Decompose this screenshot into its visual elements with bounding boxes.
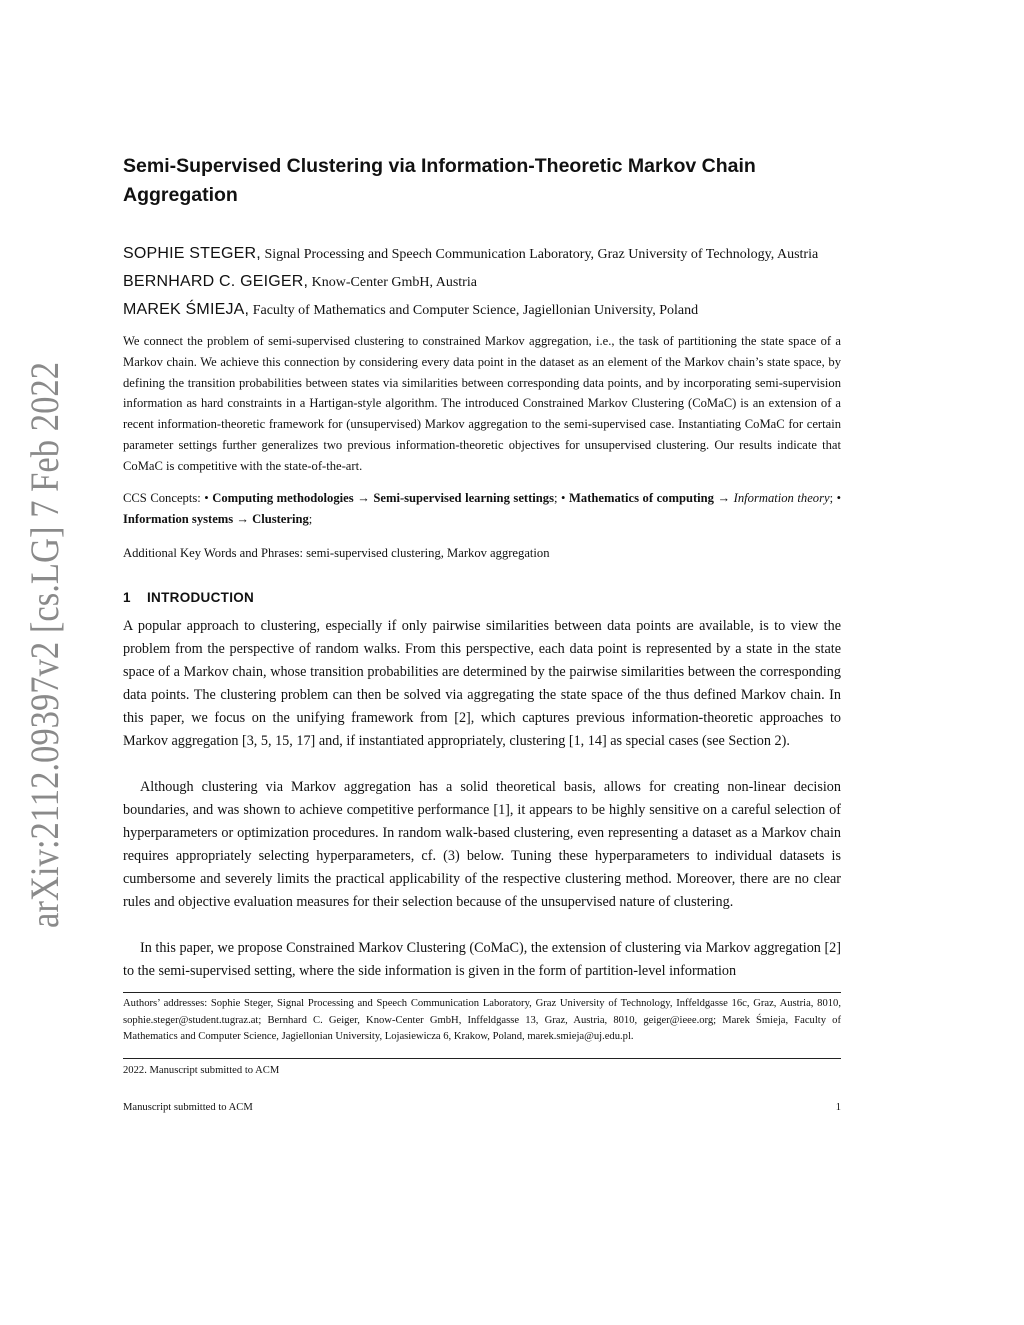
abstract: We connect the problem of semi-supervised clustering to constrained Markov aggregation, i.e., the task of partitioning the state space of a Markov chain. We achieve this connection by considering every data point in the dataset as an element of the Markov chain’s state space, by defining the transition probabilities between states via similarities between corresponding data points, and by incorporating semi-supervision information as hard constraints in a Hartigan-style algorithm. The introduced Constrained Markov Clustering (CoMaC) is an extension of a recent information-theoretic framework for (unsupervised) Markov aggregation to the semi-supervised case. Instantiating CoMaC for certain parameter settings further generalizes two previous information-theoretic objectives for unsupervised clustering. Our results indicate that CoMaC is competitive with the state-of-the-art. [123, 334, 841, 473]
footnote-divider [123, 992, 841, 993]
author-line [123, 240, 853, 268]
ccs-concepts [123, 488, 841, 530]
ccs-separator: ; • [554, 491, 566, 505]
author-name: SOPHIE STEGER, [123, 245, 261, 262]
author-line [123, 296, 853, 324]
author-name: MAREK ŚMIEJA, [123, 301, 250, 318]
submission-note: 2022. Manuscript submitted to ACM [123, 1065, 280, 1076]
ccs-lead: CCS Concepts: • [123, 491, 209, 505]
ccs-separator: ; • [829, 491, 842, 505]
section-title: INTRODUCTION [147, 590, 255, 605]
body-paragraph: A popular approach to clustering, especially if only pairwise similarities between data points are available, is to view the problem from the perspective of random walks. From this perspective, each data point is represented by a state in the state space of a Markov chain, whose transition probabilities are determined by the pairwise similarities between the corresponding data points. The clustering problem can then be solved via aggregating the state space of the thus defined Markov chain. In this paper, we focus on the unifying framework from [2], which captures previous information-theoretic approaches to Markov aggregation [3, 5, 15, 17] and, if instantiated appropriately, clustering [1, 14] as special cases (see Section 2). [123, 618, 841, 749]
footnote-divider [123, 1058, 841, 1059]
ccs-arrow: → [357, 491, 370, 505]
section-number: 1 [123, 590, 131, 605]
ccs-arrow: → [717, 491, 731, 505]
author-name: BERNHARD C. GEIGER, [123, 273, 309, 290]
ccs-term: Semi-supervised learning settings [373, 491, 554, 505]
footer-label: Manuscript submitted to ACM [123, 1102, 253, 1113]
ccs-term: Information systems [123, 511, 234, 526]
author-line [123, 268, 853, 296]
ccs-term: Clustering [252, 511, 309, 526]
page-footer [123, 1101, 841, 1115]
author-affiliation: Signal Processing and Speech Communication Laboratory, Graz University of Technology, Austria [264, 247, 819, 262]
ccs-end: ; [308, 511, 313, 526]
body-paragraph: Although clustering via Markov aggregation has a solid theoretical basis, allows for creating non-linear decision boundaries, and was shown to achieve competitive performance [1], it appears to be highly sensitive on a careful selection of hyperparameters or optimization procedures. In random walk-based clustering, even representing a dataset as a Markov chain requires appropriately selecting hyperparameters, cf. (3) below. Tuning these hyperparameters to individual datasets is cumbersome and severely limits the practical applicability of the respective clustering method. Moreover, there are no clear rules and objective evaluation measures for their selection because of the unsupervised nature of clustering. [123, 779, 841, 910]
arxiv-stamp-svg [12, 360, 72, 930]
ccs-arrow: → [236, 511, 249, 526]
authors-addresses-footnote: Authors’ addresses: Sophie Steger, Signal Processing and Speech Communication Laboratory, Graz University of Technology, Inffeldgasse 16c, Graz, Austria, 8010, sophie.steger@student.tugraz.at; Bernhard C. Geiger, Know-Center GmbH, Inffeldgasse 13, Graz, Austria, 8010, geiger@ieee.org; Marek Śmieja, Faculty of Mathematics and Computer Science, Jagiellonian University, Lojasiewicza 6, Krakow, Poland, marek.smieja@uj.edu.pl. [123, 998, 841, 1042]
author-list [123, 240, 853, 324]
ccs-term: Computing methodologies [212, 491, 354, 505]
author-affiliation: Faculty of Mathematics and Computer Science, Jagiellonian University, Poland [252, 303, 699, 318]
arxiv-stamp-text: arXiv:2112.09397v2 [cs.LG] 7 Feb 2022 [22, 360, 67, 928]
arxiv-stamp [12, 360, 72, 930]
author-affiliation: Know-Center GmbH, Austria [311, 275, 477, 290]
ccs-term: Mathematics of computing [569, 491, 714, 505]
section-heading [123, 588, 841, 608]
page-number: 1 [835, 1102, 841, 1113]
ccs-term: Information theory [733, 491, 830, 505]
paper-title: Semi-Supervised Clustering via Information-Theoretic Markov Chain Aggregation [123, 155, 756, 206]
body-paragraph: In this paper, we propose Constrained Markov Clustering (CoMaC), the extension of clustering via Markov aggregation [2] to the semi-supervised setting, where the side information is given in the form of partition-level information [123, 940, 841, 979]
keywords: Additional Key Words and Phrases: semi-supervised clustering, Markov aggregation [123, 546, 550, 560]
